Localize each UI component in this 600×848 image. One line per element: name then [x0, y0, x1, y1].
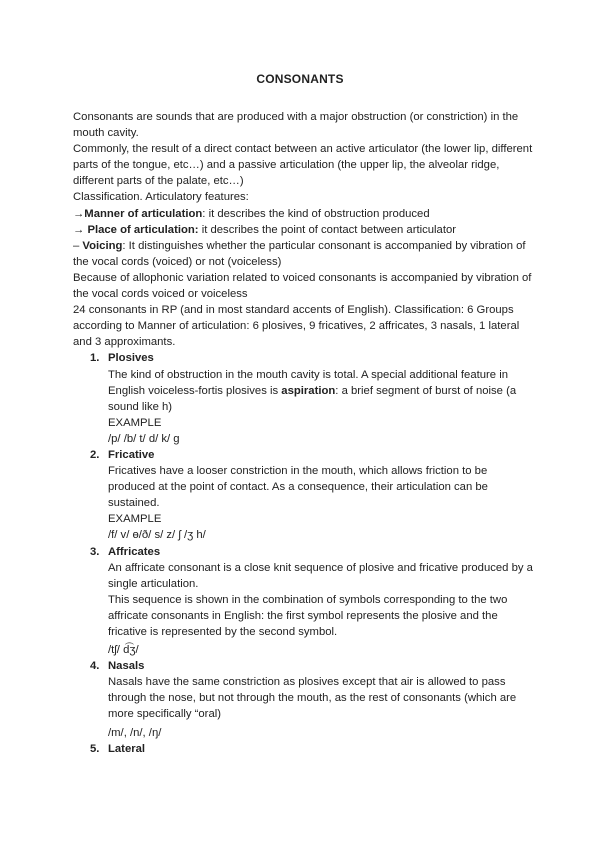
section-text-2: This sequence is shown in the combination of symbols corresponding to the two affricate consonants in English: the first symbol represents the plosive and the fricative is represented by the second symbol. — [108, 593, 508, 638]
list-item-lateral — [73, 741, 533, 757]
list-item-nasals — [73, 658, 533, 740]
section-text: Fricatives have a looser constriction in the mouth, which allows friction to be produced at the point of contact. As a consequence, their articulation can be sustained. — [108, 465, 488, 510]
feature-desc: it describes the point of contact between articulator — [198, 223, 457, 236]
feature-manner — [73, 206, 533, 222]
section-title: Fricative — [108, 448, 155, 461]
list-item-plosives — [73, 350, 533, 447]
list-item-affricates — [73, 544, 533, 659]
feature-term: Voicing — [82, 239, 123, 252]
document-body — [73, 109, 533, 757]
list-number: 2. — [90, 448, 100, 461]
section-text-part: : a brief segment of burst of noise (a sound like h) — [108, 384, 517, 413]
section-text-part: The kind of obstruction in the mouth cavity is total. A special additional feature in English voiceless-fortis plosives is — [108, 368, 509, 397]
feature-term: Manner of articulation — [84, 207, 203, 220]
page-title: CONSONANTS — [256, 72, 344, 86]
example-label: EXAMPLE — [108, 416, 162, 429]
feature-desc: : it describes the kind of obstruction produced — [202, 207, 430, 220]
section-title: Plosives — [108, 352, 154, 365]
section-title: Lateral — [108, 742, 146, 755]
consonant-groups-list — [73, 350, 533, 756]
intro-count: 24 consonants in RP (and in most standard accents of English). Classification: 6 Groups according to Manner of articulation: 6 plosives, 9 fricatives, 2 affricates, 3 nasals, 1 lateral and 3 approximants. — [73, 304, 520, 349]
section-title: Affricates — [108, 545, 161, 558]
feature-arrow: → — [73, 223, 88, 236]
list-number: 5. — [90, 742, 100, 755]
aspiration-term: aspiration — [281, 384, 336, 397]
intro-articulators: Commonly, the result of a direct contact between an active articulator (the lower lip, different parts of the tongue, etc…) and a passive articulation (the upper lip, the alveolar ridge, different parts of the palate, etc…) — [73, 143, 533, 188]
list-number: 1. — [90, 352, 100, 365]
feature-desc: : It distinguishes whether the particular consonant is accompanied by vibration of the vocal cords (voiced) or not (voiceless) — [73, 239, 526, 268]
intro-allophonic: Because of allophonic variation related to voiced consonants is accompanied by vibration of the vocal cords voiced or voiceless — [73, 271, 532, 301]
list-item-fricative — [73, 447, 533, 544]
section-text — [108, 367, 533, 415]
phonetic-symbols: /m/, /n/, /ŋ/ — [108, 726, 162, 739]
list-number: 4. — [90, 660, 100, 673]
feature-place — [73, 222, 533, 238]
feature-dash: – — [73, 239, 83, 252]
list-number: 3. — [90, 545, 100, 558]
section-text: An affricate consonant is a close knit sequence of plosive and fricative produced by a single articulation. — [108, 561, 533, 590]
intro-classification: Classification. Articulatory features: — [73, 191, 249, 204]
phonetic-symbols: /p/ /b/ t/ d/ k/ g — [108, 432, 180, 445]
feature-arrow: → — [73, 207, 85, 220]
feature-voicing — [73, 238, 533, 270]
phonetic-symbols: /tʃ/ d͡ʒ/ — [108, 644, 139, 657]
section-text: Nasals have the same constriction as plosives except that air is allowed to pass through the nose, but not through the mouth, as the rest of consonants (which are more specifically “oral) — [108, 676, 517, 721]
phonetic-symbols: /f/ v/ ɵ/ð/ s/ z/ ʃ /ʒ h/ — [108, 529, 206, 542]
section-title: Nasals — [108, 660, 145, 673]
example-label: EXAMPLE — [108, 513, 162, 526]
feature-term: Place of articulation: — [87, 223, 199, 236]
intro-definition: Consonants are sounds that are produced with a major obstruction (or constriction) in the mouth cavity. — [73, 111, 519, 140]
